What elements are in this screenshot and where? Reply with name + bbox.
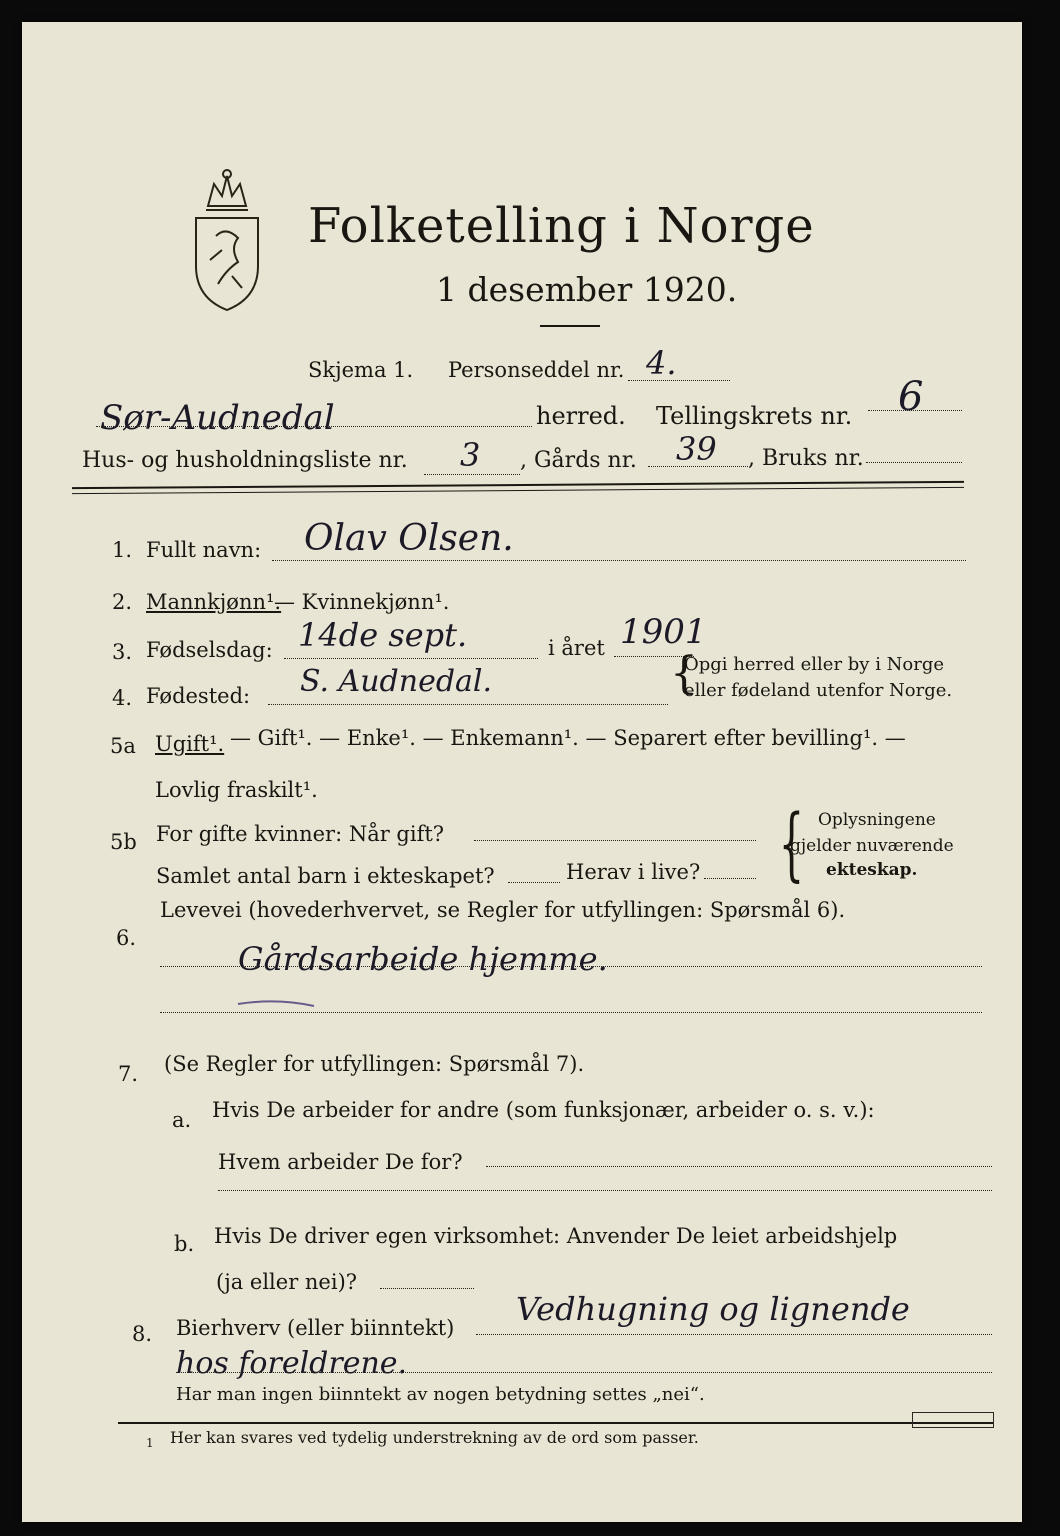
husholdningsliste-dots (424, 474, 520, 475)
q3-year-label: i året (548, 636, 605, 660)
form-title: Folketelling i Norge (308, 198, 815, 254)
q7a-label: Hvis De arbeider for andre (som funksjonær, arbeider o. s. v.): (212, 1098, 875, 1122)
q5b-children-label: Samlet antal barn i ekteskapet? (156, 864, 495, 888)
q5b-note-line1: Oplysningene (818, 810, 936, 830)
q5b-children-dots (508, 882, 560, 883)
q8-label: Bierhverv (eller biinntekt) (176, 1316, 455, 1340)
q7b-dots (380, 1288, 474, 1289)
bruks-dots (866, 462, 962, 463)
q2-male-option: Mannkjønn¹. (146, 590, 282, 614)
q4-note-line2: eller fødeland utenfor Norge. (684, 680, 953, 701)
q3-birthday: 14de sept. (298, 616, 468, 654)
personseddel-dots (628, 380, 730, 381)
q5a-other-options: — Gift¹. — Enke¹. — Enkemann¹. — Separert efter bevilling¹. — (230, 726, 906, 750)
q5b-number: 5b (110, 830, 137, 854)
q1-number: 1. (112, 538, 133, 562)
q5a-unmarried-option: Ugift¹. (155, 732, 225, 756)
q8-side-income-line1: Vedhugning og lignende (516, 1290, 910, 1328)
q7b-letter: b. (174, 1232, 195, 1256)
personseddel-value: 4. (646, 344, 677, 382)
q8-number: 8. (132, 1322, 153, 1346)
q2-female-option: — Kvinnekjønn¹. (274, 590, 450, 614)
tellingskrets-value: 6 (898, 374, 924, 420)
gards-value: 39 (676, 430, 717, 468)
q5b-note-line3: ekteskap. (826, 860, 918, 880)
bruks-label: , Bruks nr. (748, 446, 864, 471)
q2-number: 2. (112, 590, 133, 614)
q5b-alive-dots (704, 878, 756, 879)
herred-dots (96, 426, 532, 427)
census-date: 1 desember 1920. (436, 270, 738, 309)
q4-birthplace: S. Audnedal. (300, 664, 493, 699)
q4-dots (268, 704, 668, 705)
q7b-label: Hvis De driver egen virksomhet: Anvender De leiet arbeidshjelp (214, 1224, 898, 1248)
herred-value: Sør-Audnedal (100, 398, 335, 438)
q1-full-name: Olav Olsen. (304, 518, 514, 559)
q7a-employer-label: Hvem arbeider De for? (218, 1150, 463, 1174)
q8-note: Har man ingen biinntekt av nogen betydning settes „nei“. (176, 1384, 705, 1405)
q6-occupation: Gårdsarbeide hjemme. (238, 940, 608, 978)
q6-label: Levevei (hovederhvervet, se Regler for utfyllingen: Spørsmål 6). (160, 898, 846, 922)
q5b-alive-label: Herav i live? (566, 860, 701, 884)
q7a-letter: a. (172, 1108, 192, 1132)
q7a-dots-2 (218, 1190, 992, 1191)
q5b-brace: { (778, 797, 805, 890)
gards-label: , Gårds nr. (520, 448, 637, 473)
q8-dots-2 (176, 1372, 992, 1373)
q7b-yes-no-label: (ja eller nei)? (216, 1270, 358, 1294)
q4-note-line1: Opgi herred eller by i Norge (684, 654, 945, 675)
personseddel-label: Personseddel nr. (448, 358, 625, 382)
q8-dots-1 (476, 1334, 992, 1335)
q3-dots (284, 658, 538, 659)
q7-label: (Se Regler for utfyllingen: Spørsmål 7). (164, 1052, 585, 1076)
q6-number: 6. (116, 926, 137, 950)
q5b-when-married-dots (474, 840, 756, 841)
q3-label: Fødselsdag: (146, 638, 273, 662)
q1-dots (272, 560, 966, 561)
title-divider (540, 325, 600, 327)
q6-dots-1 (160, 966, 982, 967)
printer-stamp-icon (912, 1412, 994, 1428)
q6-pencil-mark (236, 996, 316, 1012)
footnote-text: Her kan svares ved tydelig understrekning av de ord som passer. (170, 1428, 699, 1447)
q5a-number: 5a (110, 734, 136, 758)
footnote-separator (118, 1422, 994, 1424)
q6-dots-2 (160, 1012, 982, 1013)
footnote-mark: 1 (146, 1436, 154, 1450)
q5b-when-married-label: For gifte kvinner: Når gift? (156, 822, 445, 846)
q3-number: 3. (112, 640, 133, 664)
herred-label: herred. (536, 402, 626, 430)
husholdningsliste-label: Hus- og husholdningsliste nr. (82, 448, 408, 473)
q1-label: Fullt navn: (146, 538, 262, 562)
q3-birth-year: 1901 (620, 612, 707, 652)
husholdningsliste-value: 3 (460, 436, 481, 474)
q4-label: Fødested: (146, 684, 251, 708)
schema-label: Skjema 1. (308, 358, 414, 382)
q7-number: 7. (118, 1062, 139, 1086)
q8-side-income-line2: hos foreldrene. (176, 1346, 408, 1381)
tellingskrets-label: Tellingskrets nr. (656, 402, 853, 430)
q5a-divorced-option: Lovlig fraskilt¹. (155, 778, 318, 802)
q5b-note-line2: gjelder nuværende (790, 836, 954, 856)
coat-of-arms-icon (186, 166, 268, 314)
q7a-employer-dots (486, 1166, 992, 1167)
q4-brace: { (670, 648, 698, 699)
q4-number: 4. (112, 686, 133, 710)
